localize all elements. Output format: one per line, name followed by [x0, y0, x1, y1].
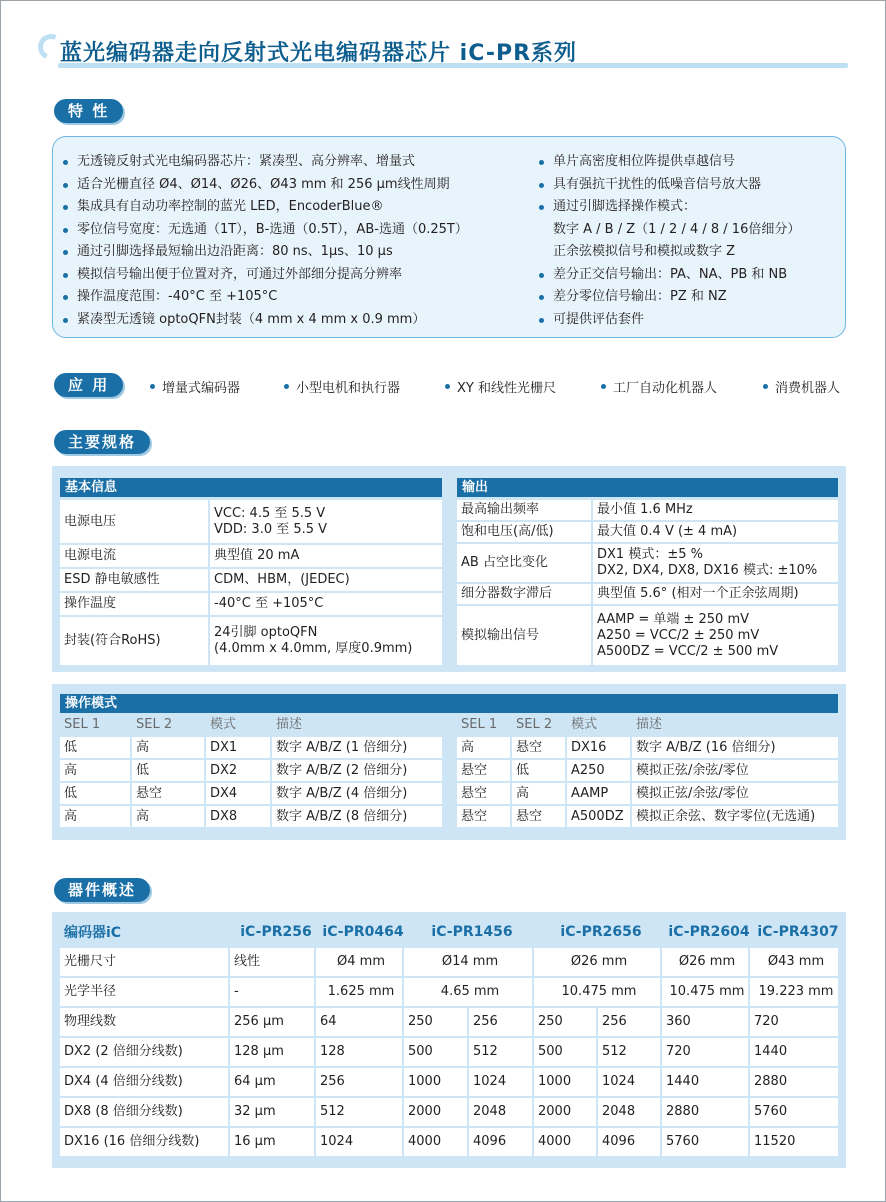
table-cell: Ø4 mm — [316, 948, 402, 976]
table-cell: 4096 — [598, 1128, 660, 1156]
table-cell: 低 — [132, 760, 204, 781]
modes-header: 操作模式 — [60, 694, 838, 713]
table-cell: Ø26 mm — [534, 948, 660, 976]
bullet-icon — [763, 384, 768, 389]
table-cell: 低 — [512, 760, 565, 781]
table-cell: 低 — [60, 783, 130, 804]
table-cell: 4.65 mm — [404, 978, 532, 1006]
table-cell: 500 — [534, 1038, 596, 1066]
table-cell: 模拟正弦/余弦/零位 — [632, 783, 838, 804]
bullet-icon — [539, 273, 544, 278]
table-cell: 16 μm — [230, 1128, 314, 1156]
table-cell: 2880 — [750, 1068, 838, 1096]
table-cell: DX2 — [206, 760, 270, 781]
table-cell: 典型值 5.6° (相对一个正余弦周期) — [593, 584, 838, 604]
bullet-icon — [539, 318, 544, 323]
table-cell: 悬空 — [512, 806, 565, 827]
list-item: 无透镜反射式光电编码器芯片：紧凑型、高分辨率、增量式 — [63, 151, 468, 174]
bullet-icon — [63, 273, 68, 278]
table-cell: Ø26 mm — [662, 948, 748, 976]
table-cell: 4000 — [404, 1128, 467, 1156]
table-cell: VCC: 4.5 至 5.5 V VDD: 3.0 至 5.5 V — [210, 500, 442, 543]
table-cell: 最高输出频率 — [457, 500, 591, 520]
table-cell: AAMP = 单端 ± 250 mV A250 = VCC/2 ± 250 mV A500DZ = VCC/2 ± 500 mV — [593, 606, 838, 665]
bullet-icon — [539, 183, 544, 188]
table-cell: 1000 — [534, 1068, 596, 1096]
table-cell: 高 — [60, 806, 130, 827]
table-cell: DX4 — [206, 783, 270, 804]
table-cell: 高 — [457, 737, 510, 758]
output-header: 输出 — [457, 478, 838, 497]
table-cell: 1.625 mm — [316, 978, 402, 1006]
column-header: SEL 1 — [461, 717, 498, 732]
list-item: 正余弦模拟信号和模拟或数字 Z — [553, 244, 736, 259]
list-item: 差分零位信号输出：PZ 和 NZ — [539, 286, 800, 309]
table-cell: 饱和电压(高/低) — [457, 522, 591, 542]
list-item: 消费机器人 — [763, 377, 840, 396]
table-cell: 悬空 — [457, 806, 510, 827]
list-item: 数字 A / B / Z（1 / 2 / 4 / 8 / 16倍细分） — [553, 221, 801, 237]
bullet-icon — [63, 318, 68, 323]
bullet-icon — [63, 160, 68, 165]
list-item: 单片高密度相位阵提供卓越信号 — [539, 151, 800, 174]
table-cell: 1024 — [598, 1068, 660, 1096]
bullet-icon — [63, 228, 68, 233]
table-cell: 高 — [60, 760, 130, 781]
overview-header-label: 编码器iC — [64, 925, 122, 941]
table-cell: 悬空 — [457, 783, 510, 804]
table-cell: 光栅尺寸 — [60, 948, 228, 976]
section-applications-label: 应 用 — [54, 373, 123, 397]
table-cell: 数字 A/B/Z (16 倍细分) — [632, 737, 838, 758]
section-specs-label: 主要规格 — [54, 430, 150, 454]
table-cell: 256 — [598, 1008, 660, 1036]
table-cell: 2000 — [534, 1098, 596, 1126]
table-cell: 64 — [316, 1008, 402, 1036]
title-block — [38, 30, 848, 70]
table-cell: 封装(符合RoHS) — [60, 617, 208, 665]
bullet-icon — [284, 384, 289, 389]
bullet-icon — [539, 160, 544, 165]
section-overview-label: 器件概述 — [54, 878, 150, 902]
table-cell: 720 — [662, 1038, 748, 1066]
table-cell: 高 — [132, 737, 204, 758]
table-cell: DX4 (4 倍细分线数) — [60, 1068, 228, 1096]
list-item: 小型电机和执行器 — [284, 377, 400, 396]
table-cell: 模拟输出信号 — [457, 606, 591, 665]
bullet-icon — [539, 205, 544, 210]
table-cell: 720 — [750, 1008, 838, 1036]
column-header: SEL 1 — [64, 717, 101, 732]
list-item: 通过引脚选择最短输出边沿距离：80 ns、1μs、10 μs — [63, 241, 468, 264]
list-item: 模拟信号输出便于位置对齐，可通过外部细分提高分辨率 — [63, 264, 468, 287]
table-cell: 2048 — [469, 1098, 532, 1126]
list-item: 具有强抗干扰性的低噪音信号放大器 — [539, 174, 800, 197]
table-cell: 256 μm — [230, 1008, 314, 1036]
table-cell: Ø43 mm — [750, 948, 838, 976]
table-cell: 250 — [404, 1008, 467, 1036]
list-item: 操作温度范围：-40°C 至 +105°C — [63, 286, 468, 309]
table-cell: DX16 — [567, 737, 630, 758]
table-cell: ESD 静电敏感性 — [60, 569, 208, 591]
bullet-icon — [150, 384, 155, 389]
list-item: 工厂自动化机器人 — [601, 377, 717, 396]
table-cell: 500 — [404, 1038, 467, 1066]
table-cell: 10.475 mm — [662, 978, 748, 1006]
table-cell: 操作温度 — [60, 593, 208, 615]
overview-header-product: iC-PR0464 — [322, 924, 404, 940]
table-cell: 模拟正余弦、数字零位(无选通) — [632, 806, 838, 827]
table-cell: 360 — [662, 1008, 748, 1036]
table-cell: 64 μm — [230, 1068, 314, 1096]
column-header: 描述 — [636, 717, 663, 732]
table-cell: 256 — [316, 1068, 402, 1096]
bullet-icon — [601, 384, 606, 389]
table-cell: 10.475 mm — [534, 978, 660, 1006]
table-cell: 512 — [598, 1038, 660, 1066]
table-cell: 2000 — [404, 1098, 467, 1126]
basic-info-header: 基本信息 — [60, 478, 442, 497]
list-item: 可提供评估套件 — [539, 309, 800, 332]
table-cell: 19.223 mm — [750, 978, 838, 1006]
bullet-icon — [63, 250, 68, 255]
table-cell: 5760 — [662, 1128, 748, 1156]
table-cell: DX16 (16 倍细分线数) — [60, 1128, 228, 1156]
table-cell: 128 μm — [230, 1038, 314, 1066]
table-cell: 数字 A/B/Z (2 倍细分) — [272, 760, 442, 781]
table-cell: AAMP — [567, 783, 630, 804]
list-item: XY 和线性光栅尺 — [445, 377, 556, 396]
table-cell: 4000 — [534, 1128, 596, 1156]
table-cell: - — [230, 978, 314, 1006]
list-item: 增量式编码器 — [150, 377, 240, 396]
table-cell: 512 — [469, 1038, 532, 1066]
list-item: 紧凑型无透镜 optoQFN封装（4 mm x 4 mm x 0.9 mm） — [63, 309, 468, 332]
list-item: 集成具有自动功率控制的蓝光 LED，EncoderBlue® — [63, 196, 468, 219]
column-header: 描述 — [276, 717, 303, 732]
section-features-label: 特 性 — [54, 99, 123, 123]
table-cell: 线性 — [230, 948, 314, 976]
column-header: 模式 — [210, 717, 237, 732]
table-cell: 高 — [512, 783, 565, 804]
table-cell: Ø14 mm — [404, 948, 532, 976]
column-header: 模式 — [571, 717, 598, 732]
table-cell: 典型值 20 mA — [210, 545, 442, 567]
table-cell: 1024 — [469, 1068, 532, 1096]
table-cell: DX1 — [206, 737, 270, 758]
table-cell: 2880 — [662, 1098, 748, 1126]
table-cell: A500DZ — [567, 806, 630, 827]
table-cell: DX2 (2 倍细分线数) — [60, 1038, 228, 1066]
overview-header-product: iC-PR256 — [240, 924, 312, 940]
table-cell: 悬空 — [457, 760, 510, 781]
overview-header-product: iC-PR2604 — [668, 924, 750, 940]
table-cell: DX8 — [206, 806, 270, 827]
table-cell: 最小值 1.6 MHz — [593, 500, 838, 520]
features-left-list — [63, 151, 468, 331]
bullet-icon — [445, 384, 450, 389]
table-cell: 低 — [60, 737, 130, 758]
table-cell: 悬空 — [512, 737, 565, 758]
table-cell: 256 — [469, 1008, 532, 1036]
table-cell: -40°C 至 +105°C — [210, 593, 442, 615]
table-cell: 模拟正弦/余弦/零位 — [632, 760, 838, 781]
features-right-list — [539, 151, 800, 331]
list-item: 零位信号宽度：无选通（1T），B-选通（0.5T），AB-选通（0.25T） — [63, 219, 468, 242]
features-box — [52, 136, 846, 338]
table-cell: DX8 (8 倍细分线数) — [60, 1098, 228, 1126]
table-cell: 512 — [316, 1098, 402, 1126]
bullet-icon — [539, 295, 544, 300]
table-cell: A250 — [567, 760, 630, 781]
table-cell: 细分器数字滞后 — [457, 584, 591, 604]
table-cell: 128 — [316, 1038, 402, 1066]
table-cell: 1440 — [662, 1068, 748, 1096]
bullet-icon — [63, 183, 68, 188]
page-title: 蓝光编码器走向反射式光电编码器芯片 iC-PR系列 — [60, 41, 578, 66]
table-cell: DX1 模式：±5 % DX2, DX4, DX8, DX16 模式: ±10% — [593, 544, 838, 582]
table-cell: 32 μm — [230, 1098, 314, 1126]
overview-header-product: iC-PR2656 — [560, 924, 642, 940]
table-cell: 电源电流 — [60, 545, 208, 567]
table-cell: 最大值 0.4 V (± 4 mA) — [593, 522, 838, 542]
table-cell: 5760 — [750, 1098, 838, 1126]
table-cell: AB 占空比变化 — [457, 544, 591, 582]
table-cell: 4096 — [469, 1128, 532, 1156]
table-cell: 物理线数 — [60, 1008, 228, 1036]
modes-panel — [52, 684, 846, 840]
list-item: 适合光栅直径 Ø4、Ø14、Ø26、Ø43 mm 和 256 μm线性周期 — [63, 174, 468, 197]
bullet-icon — [63, 205, 68, 210]
table-cell: 1000 — [404, 1068, 467, 1096]
list-item: 差分正交信号输出：PA、NA、PB 和 NB — [539, 264, 800, 287]
table-cell: 数字 A/B/Z (1 倍细分) — [272, 737, 442, 758]
table-cell: 数字 A/B/Z (8 倍细分) — [272, 806, 442, 827]
table-cell: 11520 — [750, 1128, 838, 1156]
table-cell: 1024 — [316, 1128, 402, 1156]
column-header: SEL 2 — [516, 717, 553, 732]
table-cell: 悬空 — [132, 783, 204, 804]
table-cell: 250 — [534, 1008, 596, 1036]
bullet-icon — [63, 295, 68, 300]
applications-list — [0, 375, 886, 395]
list-item: 通过引脚选择操作模式： — [539, 196, 800, 219]
table-cell: CDM、HBM，(JEDEC) — [210, 569, 442, 591]
specs-panel — [52, 466, 846, 672]
table-cell: 电源电压 — [60, 500, 208, 543]
table-cell: 1440 — [750, 1038, 838, 1066]
table-cell: 2048 — [598, 1098, 660, 1126]
table-cell: 光学半径 — [60, 978, 228, 1006]
overview-panel — [52, 912, 846, 1168]
table-cell: 高 — [132, 806, 204, 827]
table-cell: 24引脚 optoQFN (4.0mm x 4.0mm, 厚度0.9mm) — [210, 617, 442, 665]
column-header: SEL 2 — [136, 717, 173, 732]
overview-header-product: iC-PR4307 — [757, 924, 839, 940]
overview-header-product: iC-PR1456 — [431, 924, 513, 940]
table-cell: 数字 A/B/Z (4 倍细分) — [272, 783, 442, 804]
